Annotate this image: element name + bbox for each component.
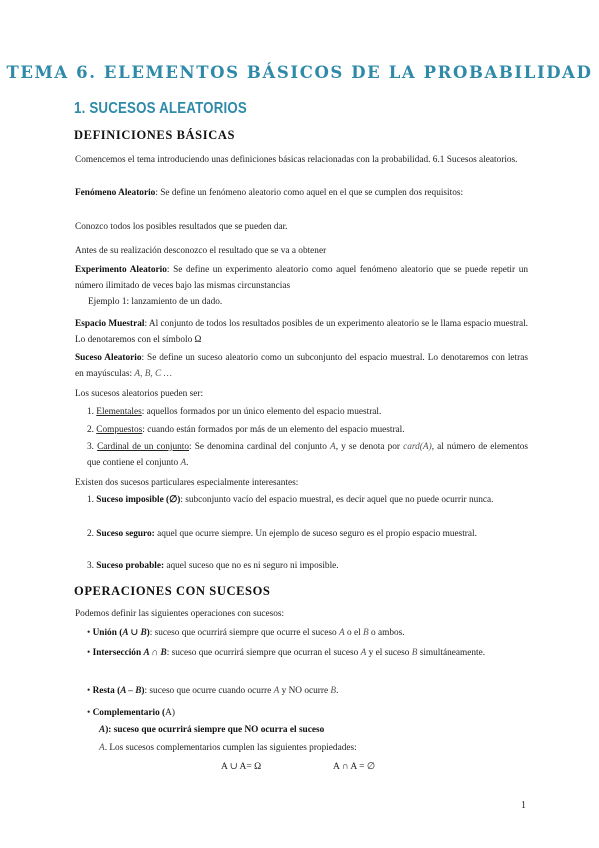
num: 3. xyxy=(87,561,97,571)
bullet: • xyxy=(87,628,91,638)
suceso-paragraph xyxy=(75,350,528,382)
num: 3. xyxy=(87,442,98,452)
op-resta xyxy=(87,683,528,699)
bullet: • xyxy=(87,648,91,658)
bullet: • xyxy=(87,708,91,718)
intro-paragraph: Comencemos el tema introduciendo unas definiciones básicas relacionadas con la probabilidad. 6.1 Sucesos aleatorios. xyxy=(75,155,518,165)
term: Suceso imposible (∅) xyxy=(96,495,181,505)
term: Unión ( xyxy=(92,628,123,638)
op-complementario xyxy=(87,705,528,721)
term-close: ) xyxy=(146,628,150,638)
requisito-1: Conozco todos los posibles resultados que se pueden dar. xyxy=(75,222,288,232)
definition: : Al conjunto de todos los resultados posibles de un experimento aleatorio se le llama espacio muestral. Lo denotaremos con el símbolo Ω xyxy=(75,319,529,345)
fenomeno-paragraph xyxy=(75,185,528,201)
ejemplo-1: Ejemplo 1: lanzamiento de un dado. xyxy=(88,297,223,307)
math: B xyxy=(363,628,369,638)
term: Cardinal de un conjunto xyxy=(97,442,190,452)
term: Resta ( xyxy=(92,686,121,696)
text: ): suceso que ocurrirá siempre que NO ocurra el suceso xyxy=(105,725,325,735)
term: Fenómeno Aleatorio xyxy=(75,188,156,198)
math: card(A) xyxy=(403,442,432,452)
text: y NO ocurre xyxy=(279,686,331,696)
espacio-paragraph xyxy=(75,316,528,348)
list-item-probable xyxy=(87,558,528,574)
term: Elementales xyxy=(96,407,142,417)
math: B xyxy=(411,648,418,658)
num: 1. xyxy=(87,495,97,505)
term: Suceso seguro: xyxy=(96,529,155,539)
math: A xyxy=(360,648,367,658)
definition: : cuando están formados por más de un elemento del espacio muestral. xyxy=(142,425,405,435)
math: A xyxy=(99,743,105,753)
text: , y se denota por xyxy=(335,442,404,452)
requisito-2: Antes de su realización desconozco el resultado que se va a obtener xyxy=(75,246,327,256)
subheading-definiciones: DEFINICIONES BÁSICAS xyxy=(74,128,235,142)
definition: : Se define un suceso aleatorio como un subconjunto del espacio muestral. Lo denotaremos con letras en mayúsculas: xyxy=(75,353,528,379)
list-item-imposible xyxy=(87,492,528,508)
term: Suceso probable: xyxy=(96,561,165,571)
page-number: 1 xyxy=(521,800,526,811)
text: . xyxy=(336,686,339,696)
list-item-elementales xyxy=(87,404,528,420)
podemos-paragraph: Podemos definir las siguientes operaciones con sucesos: xyxy=(75,609,285,619)
term: Suceso Aleatorio xyxy=(75,353,142,363)
text: . xyxy=(186,458,189,468)
op-interseccion xyxy=(87,645,528,661)
definition: aquel que ocurre siempre. Un ejemplo de suceso seguro es el propio espacio muestral. xyxy=(154,529,477,539)
pueden-ser: Los sucesos aleatorios pueden ser: xyxy=(75,389,204,399)
num: 2. xyxy=(87,529,97,539)
text: . Los sucesos complementarios cumplen las siguientes propiedades: xyxy=(104,743,357,753)
list-item-seguro xyxy=(87,526,528,542)
op-complementario-line3 xyxy=(99,740,528,756)
text: : suceso que ocurrirá siempre que ocurran el suceso xyxy=(166,648,361,658)
section-heading-sucesos: 1. SUCESOS ALEATORIOS xyxy=(74,100,247,117)
term: Complementario ( xyxy=(92,708,166,718)
definition: : Se define un fenómeno aleatorio como aquel en el que se cumplen dos requisitos: xyxy=(155,188,464,198)
experimento-paragraph xyxy=(75,262,528,294)
math: A xyxy=(99,725,106,735)
num: 1. xyxy=(87,407,97,417)
list-item-compuestos xyxy=(87,422,528,438)
letters: A, B, C … xyxy=(134,369,172,379)
text: o ambos. xyxy=(368,628,405,638)
op-complementario-line2 xyxy=(99,722,528,738)
op-union xyxy=(87,625,528,641)
definition: aquel suceso que no es ni seguro ni imposible. xyxy=(164,561,339,571)
document-title: TEMA 6. ELEMENTOS BÁSICOS DE LA PROBABILIDAD xyxy=(6,63,593,82)
text: : Se denomina cardinal del conjunto xyxy=(189,442,331,452)
text: y el suceso xyxy=(366,648,412,658)
definition: : aquellos formados por un único elemento del espacio muestral. xyxy=(141,407,382,417)
term-close: ) xyxy=(171,708,175,718)
bullet: • xyxy=(87,686,91,696)
existen-paragraph: Existen dos sucesos particulares especialmente interesantes: xyxy=(75,478,299,488)
math: B xyxy=(330,686,337,696)
definition: : subconjunto vacío del espacio muestral, es decir aquel que no puede ocurrir nunca. xyxy=(180,495,494,505)
formula-union: A ∪ A= Ω xyxy=(221,762,262,772)
term-close: ) xyxy=(141,686,145,696)
math: A xyxy=(273,686,280,696)
text: : suceso que ocurre cuando ocurre xyxy=(144,686,274,696)
text: , al número de elementos que contiene el conjunto xyxy=(87,442,528,468)
math: A – B xyxy=(120,686,142,696)
math: A xyxy=(330,442,336,452)
text: : suceso que ocurrirá siempre que ocurre el suceso xyxy=(149,628,339,638)
term: Espacio Muestral xyxy=(75,319,145,329)
formula-interseccion: A ∩ A = ∅ xyxy=(333,762,376,772)
math: A ∩ B xyxy=(143,648,167,658)
term: Intersección xyxy=(92,648,144,658)
num: 2. xyxy=(87,425,97,435)
math: A ∪ B xyxy=(122,628,147,638)
math: A xyxy=(338,628,345,638)
math: A xyxy=(180,458,187,468)
term: Compuestos xyxy=(96,425,143,435)
math: A xyxy=(165,708,172,718)
text: simultáneamente. xyxy=(417,648,486,658)
subheading-operaciones: OPERACIONES CON SUCESOS xyxy=(74,584,271,598)
term: Experimento Aleatorio xyxy=(75,265,167,275)
text: o el xyxy=(344,628,364,638)
definition: : Se define un experimento aleatorio como aquel fenómeno aleatorio que se puede repetir un número ilimitado de veces bajo las mismas circunstancias xyxy=(75,265,528,291)
list-item-cardinal xyxy=(87,439,528,471)
